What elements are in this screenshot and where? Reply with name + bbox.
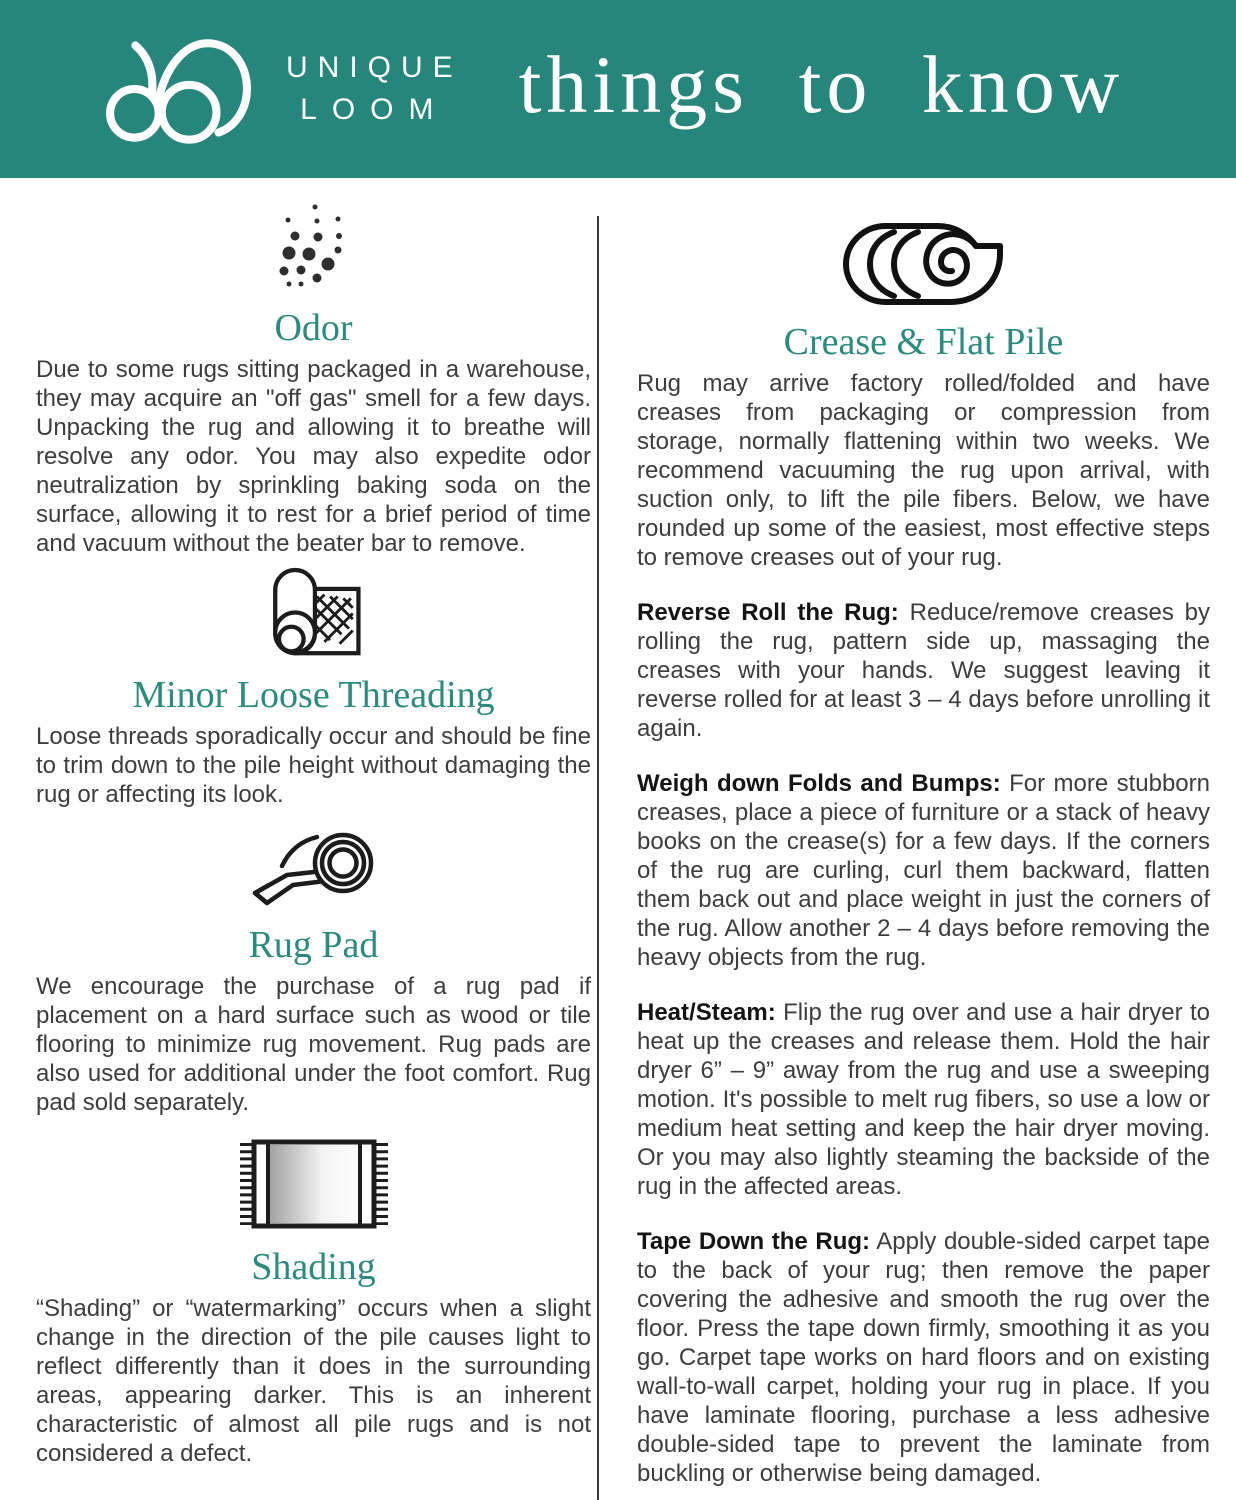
rug-pad-roll-icon	[251, 829, 377, 911]
rug-pad-body: We encourage the purchase of a rug pad if placement on a hard surface such as wood or tile flooring to minimize rug movement. Rug pads are also used for additional under the foot comfort. Rug pad sold separately.	[36, 973, 591, 1116]
brand-name	[286, 51, 463, 128]
shading-body: “Shading” or “watermarking” occurs when a slight change in the direction of the pile causes light to reflect differently than it does in the surrounding areas, appearing darker. This is an inherent characteristic of almost all pile rugs and is not considered a defect.	[36, 1295, 591, 1467]
minor-loose-threading-heading: Minor Loose Threading	[132, 674, 495, 716]
tip-weigh-down-body: For more stubborn creases, place a piece of furniture or a stack of heavy books on the crease(s) for a few days. If the corners of the rug are curling, curl them backward, flatten them back out and place weight in just the corners of the rug. Allow another 2 – 4 days before removing the heavy objects from the rug.	[637, 770, 1210, 971]
header-banner	[0, 0, 1236, 178]
brand-logo	[0, 32, 463, 146]
page-title: things to know	[518, 39, 1125, 130]
tip-reverse-roll-label: Reverse Roll the Rug:	[637, 599, 899, 626]
left-column	[0, 178, 597, 1500]
section-minor-loose-threading	[36, 566, 591, 809]
brand-line-unique: UNIQUE	[286, 50, 463, 84]
content-columns	[0, 178, 1236, 1500]
unique-loom-logo-icon	[104, 32, 256, 146]
tip-heat-steam-label: Heat/Steam:	[637, 999, 776, 1026]
rug-pad-heading: Rug Pad	[248, 924, 379, 966]
tip-heat-steam-body: Flip the rug over and use a hair dryer to heat up the creases and release them. Hold the hair dryer 6” – 9” away from the rug and use a sweeping motion. It's possible to melt rug fibers, so use a low or medium heat setting and keep the hair dryer moving. Or you may also lightly steaming the backside of the rug in the affected areas.	[637, 999, 1210, 1200]
section-odor	[36, 198, 591, 558]
section-rug-pad	[36, 829, 591, 1117]
tip-tape-down	[637, 1227, 1210, 1488]
odor-heading: Odor	[274, 307, 353, 349]
odor-body: Due to some rugs sitting packaged in a warehouse, they may acquire an "off gas" smell for a few days. Unpacking the rug and allowing it to breathe will resolve any odor. You may also expedite odor neutralization by sprinkling baking soda on the surface, allowing it to rest for a brief period of time and vacuum without the beater bar to remove.	[36, 356, 591, 557]
crease-flat-pile-heading: Crease & Flat Pile	[783, 321, 1064, 363]
shaded-rug-icon	[239, 1133, 389, 1233]
brand-line-loom: LOOM	[300, 93, 449, 126]
section-crease-flat-pile	[637, 220, 1210, 572]
section-shading	[36, 1133, 591, 1468]
shading-heading: Shading	[251, 1246, 376, 1288]
tip-reverse-roll-body: Reduce/remove creases by rolling the rug, pattern side up, massaging the creases with your hands. We suggest leaving it reverse rolled for at least 3 – 4 days before unrolling it again.	[637, 599, 1211, 742]
tip-weigh-down-label: Weigh down Folds and Bumps:	[637, 770, 1001, 797]
tip-heat-steam	[637, 998, 1210, 1201]
crease-flat-pile-body: Rug may arrive factory rolled/folded and have creases from packaging or compression from storage, normally flattening within two weeks. We recommend vacuuming the rug upon arrival, with suction only, to lift the pile fibers. Below, we have rounded up some of the easiest, most effective steps to remove creases out of your rug.	[637, 370, 1210, 571]
tip-reverse-roll	[637, 598, 1210, 743]
tip-weigh-down	[637, 769, 1210, 972]
minor-loose-threading-body: Loose threads sporadically occur and should be fine to trim down to the pile height without damaging the rug or affecting its look.	[36, 723, 591, 808]
odor-dots-icon	[275, 198, 353, 294]
crease-rolled-rug-icon	[840, 220, 1008, 308]
rolled-rug-threading-icon	[262, 566, 366, 661]
tip-tape-down-body: Apply double-sided carpet tape to the back of your rug; then remove the paper covering the adhesive and smooth the rug over the floor. Press the tape down firmly, smoothing it as you go. Carpet tape works on hard floors and on existing wall-to-wall carpet, holding your rug in place. If you have laminate flooring, purchase a less adhesive double-sided tape to prevent the laminate from buckling or otherwise being damaged.	[637, 1228, 1210, 1487]
right-column	[599, 178, 1236, 1500]
tip-tape-down-label: Tape Down the Rug:	[637, 1228, 871, 1255]
